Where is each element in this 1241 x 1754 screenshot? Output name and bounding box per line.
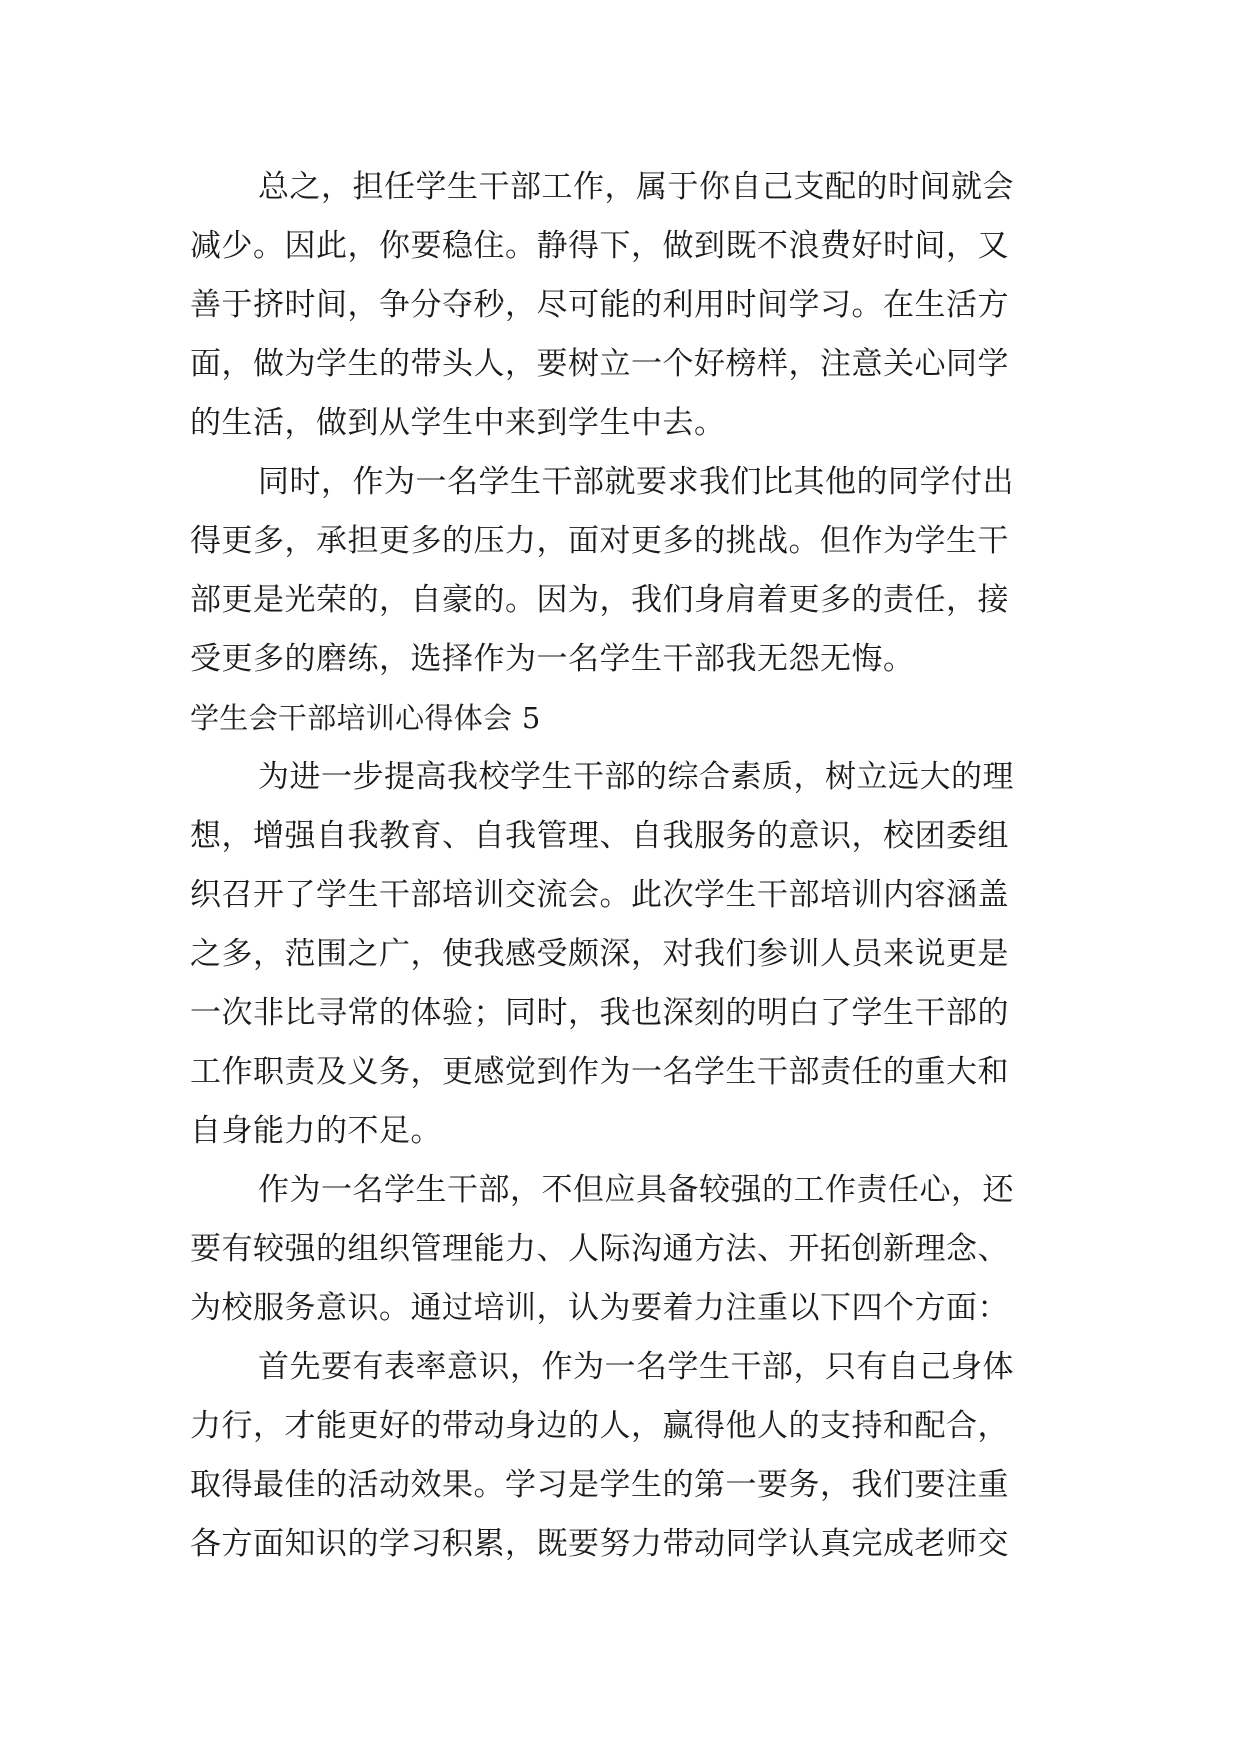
text-line: 之多，范围之广，使我感受颇深，对我们参训人员来说更是	[190, 936, 1009, 972]
section-heading: 学生会干部培训心得体会 5	[190, 701, 541, 735]
text-line: 善于挤时间，争分夺秒，尽可能的利用时间学习。在生活方	[190, 287, 1009, 323]
text-line: 想，增强自我教育、自我管理、自我服务的意识，校团委组	[190, 818, 1009, 854]
text-line: 织召开了学生干部培训交流会。此次学生干部培训内容涵盖	[190, 877, 1009, 913]
text-line: 作为一名学生干部，不但应具备较强的工作责任心，还	[258, 1172, 1014, 1208]
text-line: 总之，担任学生干部工作，属于你自己支配的时间就会	[258, 169, 1014, 205]
text-line: 取得最佳的活动效果。学习是学生的第一要务，我们要注重	[190, 1467, 1009, 1503]
paragraph-role-model	[190, 1338, 1050, 1574]
paragraph-training-intro	[190, 748, 1050, 1161]
text-line: 面，做为学生的带头人，要树立一个好榜样，注意关心同学	[190, 346, 1009, 382]
text-line: 一次非比寻常的体验；同时，我也深刻的明白了学生干部的	[190, 995, 1009, 1031]
text-line: 为校服务意识。通过培训，认为要着力注重以下四个方面：	[190, 1290, 1009, 1326]
text-line: 得更多，承担更多的压力，面对更多的挑战。但作为学生干	[190, 523, 1009, 559]
text-line: 受更多的磨练，选择作为一名学生干部我无怨无悔。	[190, 641, 915, 677]
text-line: 首先要有表率意识，作为一名学生干部，只有自己身体	[258, 1349, 1014, 1385]
text-line: 的生活，做到从学生中来到学生中去。	[190, 405, 726, 441]
text-line: 各方面知识的学习积累，既要努力带动同学认真完成老师交	[190, 1526, 1009, 1562]
document-page	[190, 158, 1050, 1574]
text-line: 为进一步提高我校学生干部的综合素质，树立远大的理	[258, 759, 1014, 795]
paragraph-abilities	[190, 1161, 1050, 1338]
text-line: 部更是光荣的，自豪的。因为，我们身肩着更多的责任，接	[190, 582, 1009, 618]
text-line: 工作职责及义务，更感觉到作为一名学生干部责任的重大和	[190, 1054, 1009, 1090]
text-line: 同时，作为一名学生干部就要求我们比其他的同学付出	[258, 464, 1014, 500]
text-line: 要有较强的组织管理能力、人际沟通方法、开拓创新理念、	[190, 1231, 1009, 1267]
paragraph-time-management	[190, 158, 1050, 453]
text-line: 减少。因此，你要稳住。静得下，做到既不浪费好时间，又	[190, 228, 1009, 264]
text-line: 力行，才能更好的带动身边的人，赢得他人的支持和配合，	[190, 1408, 1009, 1444]
paragraph-responsibility	[190, 453, 1050, 689]
text-line: 自身能力的不足。	[190, 1113, 442, 1149]
